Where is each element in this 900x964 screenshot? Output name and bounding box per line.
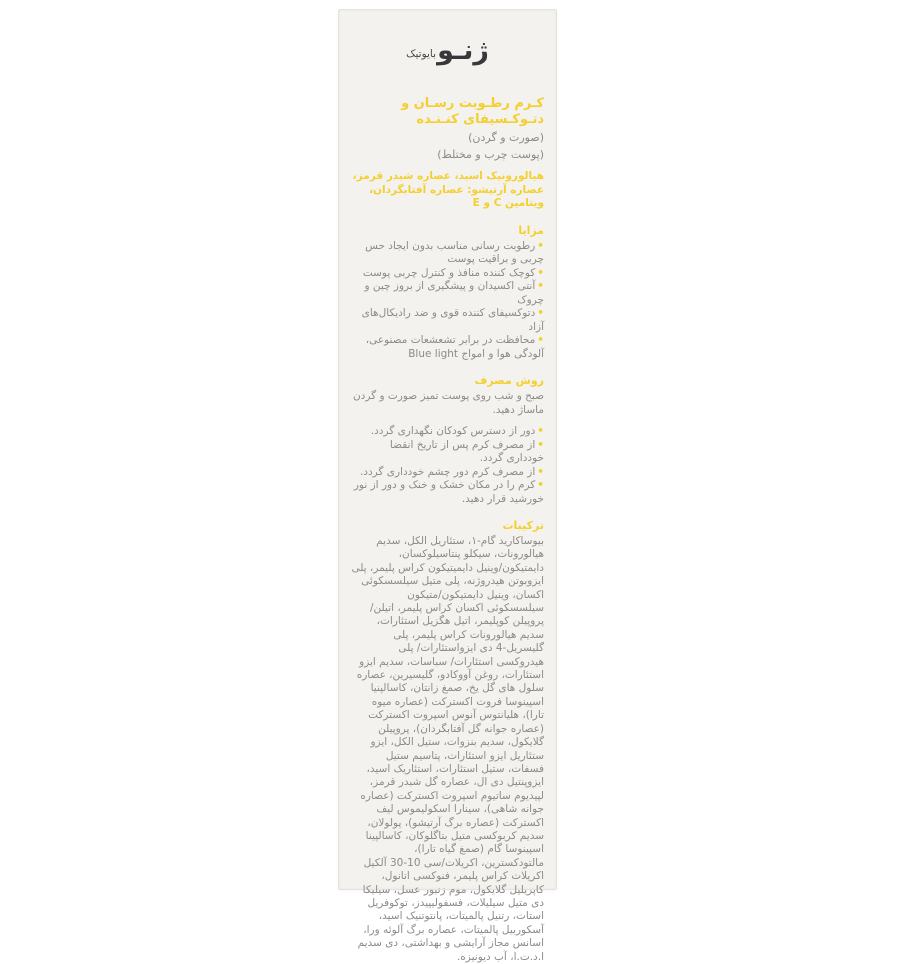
product-title xyxy=(351,96,544,128)
section-usage xyxy=(351,374,544,506)
benefit-item-text: آنتی اکسیدان و پیشگیری از بروز چین و چروک xyxy=(364,280,544,306)
usage-item-text: دور از دسترس کودکان نگهداری گردد. xyxy=(370,425,536,437)
benefit-item-text: کوچک کننده منافذ و کنترل چربی پوست xyxy=(362,266,536,279)
benefit-item xyxy=(351,240,544,267)
benefit-item xyxy=(351,307,544,334)
bullet-dot-icon: • xyxy=(537,334,544,346)
usage-item-text: از مصرف کرم پس از تاریخ انقضا خودداری گردد. xyxy=(389,438,544,464)
ingredients-text: بیوساکارید گام-۱، ستئاریل الکل، سدیم هیالورونات، سیکلو پنتاسیلوکسان، دایمتیکون/وینیل دایمیتیکون کراس پلیمر، پلی ایزوبوتن هیدروژنه، پلی متیل سیلسسکوئی اکسان، وینیل دایمتیکون/متیکون سیلسسکوئی اکسان کراس پلیمر، اتیلن/پروپیلن کوپلیمر، اتیل هگزیل استئارات، سدیم هیالورونات کراس پلیمر، پلی گلیسریل-4 دی ایزواستئارات/ پلی هیدروکسی استئارات/ سباسات، سدیم ایزو استئارات، روغن آووکادو، گلیسیرین، عصاره سلول های گل یخ، صمغ زانتان، کاسالپنیا اسپینوسا فروت اکسترکت (عصاره میوه تارا)، هلیانتوس آنوس اسپروت اکسترکت (عصاره جوانه گل آفتابگردان)، پروپیلن گلایکول، سدیم بنزوات، ستیل الکل، ایزو ستئاریل ایزو استئارات، پتاسیم ستیل فسفات، ستیل استئارات، استئاریک اسید، ایزوپنتیل دی ال، عصاره گل شبدر قرمز، لپیدیوم ساتیوم اسپروت اکسترکت (عصاره جوانه شاهی)، سینارا اسکولیموس لیف اکسترکت (عصاره برگ آرتیشو)، پولولان، سدیم کربوکسی متیل بتاگلوکان، کاسالپینا اسپینوسا گام (صمغ گیاه تارا)، مالتودکسترین، اکریلات/سی 10-30 آلکیل اکریلات کراس پلیمر، فنوکسی اتانول، کاپریلیل گلایکول، موم زنبور عسل، سیلیکا دی متیل سیلیلات، فسفولیپیدز، توکوفریل استات، رتنیل پالمیتات، پانتوتنیک اسید، آسکوربیل پالمیتات، عصاره برگ آلوئه ورا، اسانس مجاز آرایشی و بهداشتی، دی سدیم ا.د.ت.ا، آب دیونیزه. xyxy=(351,535,544,963)
usage-item xyxy=(351,439,544,466)
product-package-box xyxy=(338,9,557,963)
bullet-dot-icon: • xyxy=(537,307,544,319)
section-ingredients xyxy=(351,519,544,964)
bullet-dot-icon: • xyxy=(537,239,544,252)
key-actives-text: هیالورونیک اسید، عصاره شبدر قرمز، عصاره آرتیشو: عصاره آفتابگردان، ویتامین C و E xyxy=(352,170,544,209)
usage-item-text: کرم را در مکان خشک و خنک و دور از نور خورشید قرار دهید. xyxy=(353,479,544,505)
usage-item xyxy=(351,466,544,480)
product-subtitle-area: (صورت و گردن) xyxy=(468,131,544,144)
bullet-dot-icon: • xyxy=(537,425,544,437)
bullet-dot-icon: • xyxy=(537,266,544,279)
bullet-dot-icon: • xyxy=(537,438,544,451)
product-subtitle-skin-type: (پوست چرب و مختلط) xyxy=(437,148,544,161)
spacer xyxy=(351,417,544,425)
benefit-item xyxy=(351,334,544,361)
usage-item xyxy=(351,479,544,506)
product-title-line1: کـرم رطـوبت رسـان و xyxy=(401,96,544,111)
section-usage-header: روش مصرف xyxy=(474,374,544,387)
benefit-item xyxy=(351,267,544,281)
bullet-dot-icon: • xyxy=(537,479,544,491)
section-benefits xyxy=(351,224,544,362)
brand-logo-sub-text: بایوتیک xyxy=(406,48,437,60)
benefit-item-text: محافظت در برابر تشعشعات مصنوعی، آلودگی هوا و امواج Blue light xyxy=(365,334,544,360)
section-benefits-header: مزایا xyxy=(518,223,544,237)
brand-logo xyxy=(351,36,544,70)
brand-logo-main-text: ژنـو xyxy=(437,35,489,66)
benefit-item-text: دتوکسیفای کننده قوی و ضد رادیکال‌های آزاد xyxy=(361,307,544,333)
product-title-line2: دتـوکـسیفای کنـنـده xyxy=(416,112,544,127)
section-ingredients-header: ترکیبات xyxy=(502,519,544,532)
usage-item-text: از مصرف کرم دور چشم خودداری گردد. xyxy=(359,465,536,478)
usage-intro: صبح و شب روی پوست تمیز صورت و گردن ماساژ دهید. xyxy=(352,390,544,416)
benefit-item-text: رطوبت رسانی مناسب بدون ایجاد حس چربی و براقیت پوست xyxy=(365,239,544,265)
usage-item xyxy=(351,425,544,439)
bullet-dot-icon: • xyxy=(537,465,544,478)
benefit-item xyxy=(351,280,544,307)
bullet-dot-icon: • xyxy=(537,280,544,292)
